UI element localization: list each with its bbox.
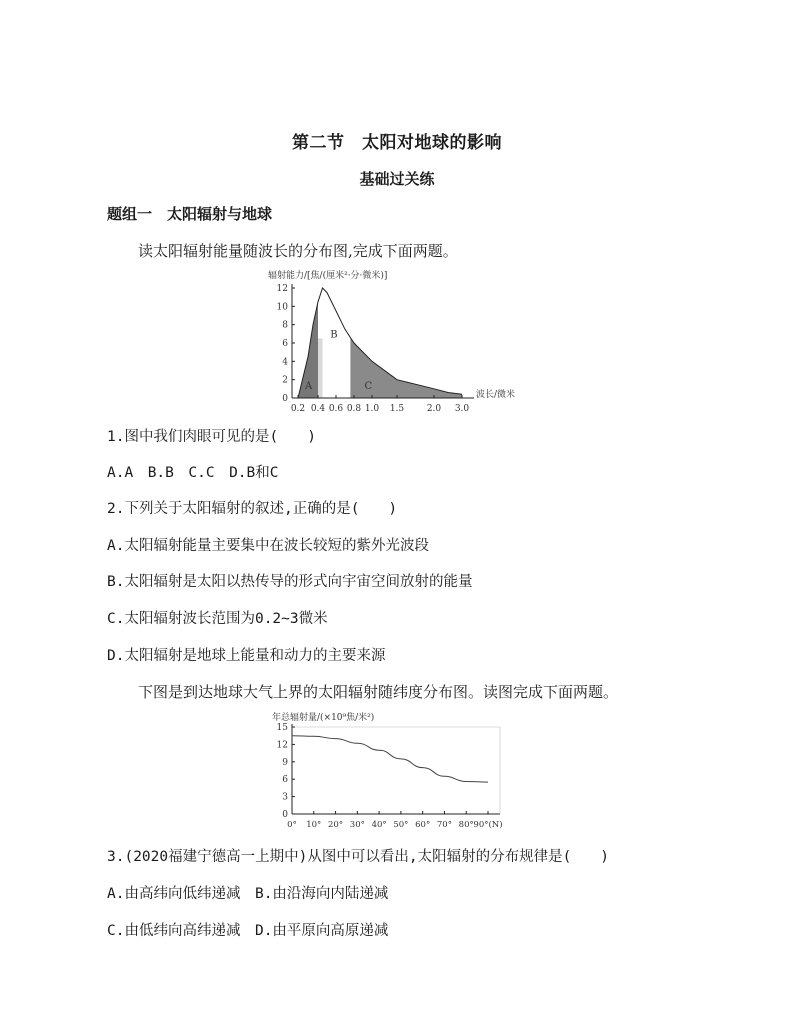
page-title: 第二节 太阳对地球的影响 xyxy=(292,133,502,153)
question-3-stem: 3.(2020福建宁德高一上期中)从图中可以看出,太阳辐射的分布规律是( ) xyxy=(107,849,610,865)
question-3-options-cd: C.由低纬向高纬递减 D.由平原向高原递减 xyxy=(107,923,389,939)
chart1-region-B xyxy=(318,289,350,399)
chart1-y-tick-label: 6 xyxy=(282,339,288,349)
question-2-stem: 2.下列关于太阳辐射的叙述,正确的是( ) xyxy=(107,501,398,517)
chart1-y-tick-label: 0 xyxy=(282,394,288,404)
chart1-region-label-B: B xyxy=(330,329,338,341)
question-1-options: A.A B.B C.C D.B和C xyxy=(107,465,279,481)
question-1-stem: 1.图中我们肉眼可见的是( ) xyxy=(107,429,316,445)
chart2-y-tick-label: 12 xyxy=(276,740,288,751)
chart2-x-tick-label: 60° xyxy=(415,820,431,830)
chart1-y-tick-label: 2 xyxy=(282,375,288,386)
chart1-y-tick-label: 8 xyxy=(282,320,288,331)
chart1-x-tick-label: 0.6 xyxy=(328,404,344,414)
chart2-x-tick-label: 40° xyxy=(371,820,387,830)
latitude-radiation-chart xyxy=(270,708,520,836)
chart1-ylabel: 辐射能力/[焦/(厘米²·分·微米)] xyxy=(268,271,388,281)
chart1-x-tick-label: 3.0 xyxy=(454,404,470,414)
chart1-y-tick-label: 12 xyxy=(276,284,288,294)
chart2-y-tick-label: 6 xyxy=(282,775,288,786)
question-2-option-b: B.太阳辐射是太阳以热传导的形式向宇宙空间放射的能量 xyxy=(107,574,473,590)
chart1-y-tick-label: 4 xyxy=(282,357,288,368)
chart2-x-tick-label: 70° xyxy=(436,820,452,830)
chart1-x-tick-label: 0.2 xyxy=(290,404,306,414)
chart1-x-tick-label: 1.5 xyxy=(389,404,405,414)
question-3-options-ab: A.由高纬向低纬递减 B.由沿海向内陆递减 xyxy=(107,886,389,902)
chart2-series-line xyxy=(292,736,488,782)
chart1-xlabel: 波长/微米 xyxy=(476,390,516,400)
chart1-x-tick-label: 0.8 xyxy=(346,404,362,414)
chart2-x-tick-label: 20° xyxy=(328,820,344,830)
question-2-option-c: C.太阳辐射波长范围为0.2~3微米 xyxy=(107,611,328,627)
chart1-transition-band xyxy=(318,338,323,398)
group-heading: 题组一 太阳辐射与地球 xyxy=(107,205,273,223)
question-2-option-d: D.太阳辐射是地球上能量和动力的主要来源 xyxy=(107,648,386,664)
chart1-x-tick-label: 2.0 xyxy=(426,404,442,414)
wavelength-energy-chart xyxy=(262,266,542,416)
chart1-region-label-A: A xyxy=(305,380,313,392)
chart1-x-tick-label: 1.0 xyxy=(364,404,380,414)
chart1-x-tick-label: 0.4 xyxy=(310,404,326,414)
chart2-x-tick-label: 30° xyxy=(349,820,365,830)
chart2-y-tick-label: 9 xyxy=(282,757,288,768)
chart1-region-label-C: C xyxy=(364,380,373,392)
chart2-x-tick-label: 0° xyxy=(287,820,297,830)
chart2-x-tick-label: 90°(N) xyxy=(473,820,503,830)
chart1-y-tick-label: 10 xyxy=(276,302,288,313)
chart2-x-tick-label: 50° xyxy=(393,820,409,830)
chart2-x-tick-label: 10° xyxy=(306,820,322,830)
intro-text-1: 读太阳辐射能量随波长的分布图,完成下面两题。 xyxy=(138,242,458,260)
intro-text-2: 下图是到达地球大气上界的太阳辐射随纬度分布图。读图完成下面两题。 xyxy=(138,683,619,701)
chart2-y-tick-label: 0 xyxy=(282,810,288,820)
chart2-y-tick-label: 15 xyxy=(276,723,288,733)
chart2-y-tick-label: 3 xyxy=(282,792,288,803)
chart2-x-tick-label: 80° xyxy=(458,820,474,830)
section-subtitle: 基础过关练 xyxy=(359,170,435,188)
question-2-option-a: A.太阳辐射能量主要集中在波长较短的紫外光波段 xyxy=(107,538,429,554)
chart2-ylabel: 年总辐射量/(×10⁹焦/米²) xyxy=(272,713,375,723)
